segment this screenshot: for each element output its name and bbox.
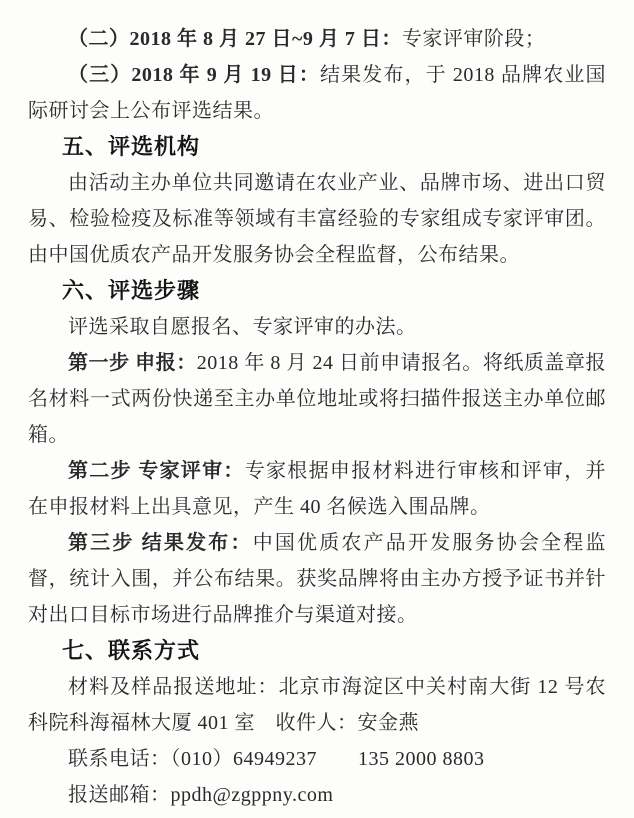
section-heading-contact (28, 633, 606, 669)
text-run: 评选采取自愿报名、专家评审的办法。 (68, 316, 417, 338)
text-run: 材料及样品报送地址：北京市海淀区中关村南大街 12 号农科院科海福林大厦 401 室 收件人：安金燕 (28, 676, 606, 734)
step-3-paragraph (28, 525, 606, 633)
text-run: 专家根据申报材料进行审核和评审，并在申报材料上出具意见，产生 40 名候选入围品牌。 (28, 460, 607, 518)
bold-text-run: 五、评选机构 (62, 134, 201, 159)
text-run: 2018 年 8 月 24 日前申请报名。将纸质盖章报名材料一式两份快递至主办单位地址或将扫描件报送主办单位邮箱。 (28, 352, 607, 446)
step-1-paragraph (28, 345, 606, 453)
document-body (28, 21, 606, 813)
bold-text-run: 六、评选步骤 (62, 278, 201, 303)
steps-intro-paragraph (28, 309, 606, 345)
bold-text-run: （二）2018 年 8 月 27 日~9 月 7 日： (68, 28, 402, 50)
text-run: 中国优质农产品开发服务协会全程监督，统计入围，并公布结果。获奖品牌将由主办方授予证书并针对出口目标市场进行品牌推介与渠道对接。 (28, 532, 606, 626)
bold-text-run: 第三步 结果发布： (68, 532, 253, 554)
timeline-item-3 (28, 57, 606, 129)
section-heading-steps (28, 273, 606, 309)
organizer-paragraph (28, 165, 606, 273)
contact-email-paragraph (28, 777, 606, 813)
text-run: 联系电话：（010）64949237 135 2000 8803 (68, 748, 485, 770)
step-2-paragraph (28, 453, 606, 525)
text-run: 结果发布，于 2018 品牌农业国际研讨会上公布评选结果。 (28, 64, 606, 122)
text-run: 由活动主办单位共同邀请在农业产业、品牌市场、进出口贸易、检验检疫及标准等领域有丰富经验的专家组成专家评审团。由中国优质农产品开发服务协会全程监督，公布结果。 (28, 172, 606, 266)
bold-text-run: （三）2018 年 9 月 19 日： (68, 64, 320, 86)
text-run: 报送邮箱：ppdh@zgppny.com (68, 784, 334, 806)
bold-text-run: 第二步 专家评审： (68, 460, 245, 482)
bold-text-run: 七、联系方式 (62, 638, 201, 663)
bold-text-run: 第一步 申报： (68, 352, 197, 374)
contact-address-paragraph (28, 669, 606, 741)
timeline-item-2 (28, 21, 606, 57)
section-heading-organizer (28, 129, 606, 165)
contact-phone-paragraph (28, 741, 606, 777)
text-run: 专家评审阶段； (401, 28, 546, 50)
